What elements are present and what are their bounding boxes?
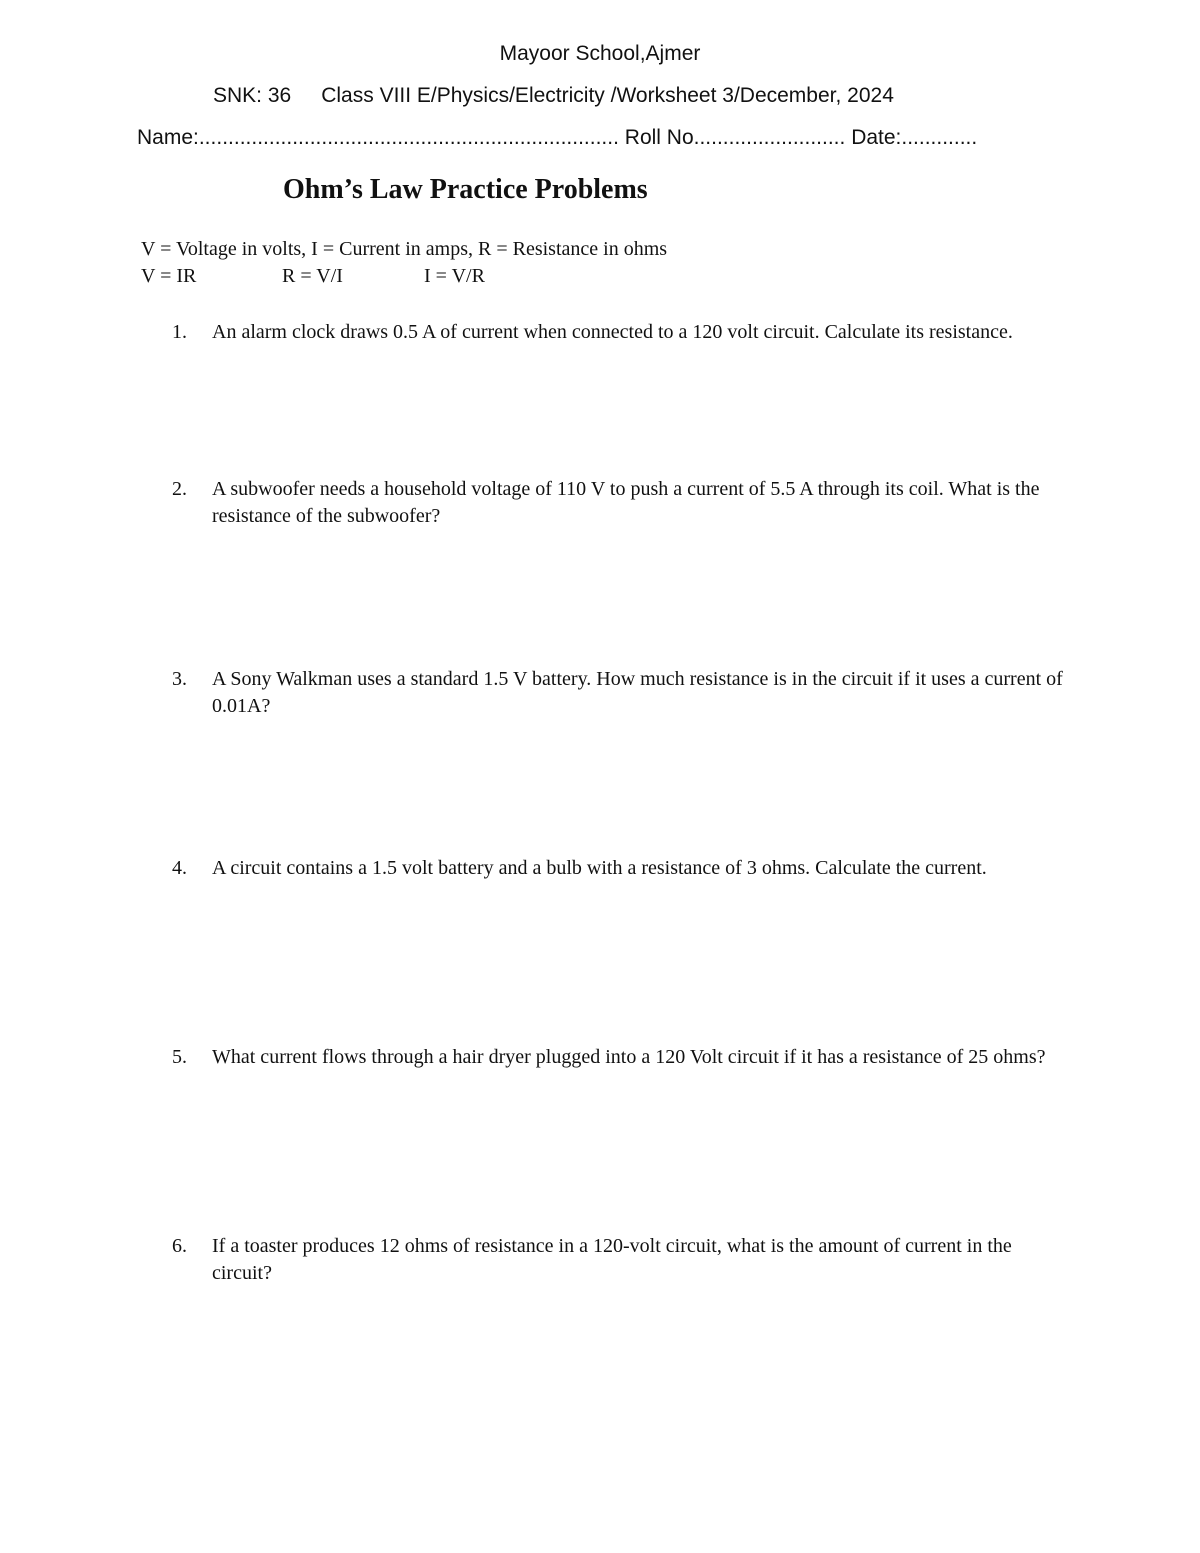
- question-number: 4.: [172, 857, 187, 879]
- formula-v: V = IR: [141, 265, 197, 287]
- question-item: [172, 666, 1072, 720]
- question-number: 5.: [172, 1046, 187, 1068]
- formula-row: [141, 265, 485, 288]
- formula-r: R = V/I: [282, 265, 343, 287]
- question-item: [172, 476, 1072, 530]
- question-text: A Sony Walkman uses a standard 1.5 V battery. How much resistance is in the circuit if it uses a current of 0.01A?: [212, 668, 1063, 717]
- question-text: A circuit contains a 1.5 volt battery and a bulb with a resistance of 3 ohms. Calculate the current.: [212, 857, 987, 879]
- date-field: Date:.............: [851, 126, 978, 149]
- school-name: Mayoor School,Ajmer: [499, 42, 701, 65]
- question-number: 3.: [172, 668, 187, 690]
- roll-no-field: Roll No..........................: [624, 126, 846, 149]
- question-item: [172, 1044, 1072, 1071]
- variable-legend: V = Voltage in volts, I = Current in amps, R = Resistance in ohms: [141, 238, 668, 260]
- formula-i: I = V/R: [424, 265, 485, 287]
- class-info: Class VIII E/Physics/Electricity /Worksheet 3/December, 2024: [321, 84, 894, 107]
- student-details-line: [137, 126, 977, 150]
- name-field: Name:........................................................................: [137, 126, 619, 149]
- question-item: [172, 319, 1072, 346]
- question-text: What current flows through a hair dryer plugged into a 120 Volt circuit if it has a resistance of 25 ohms?: [212, 1046, 1046, 1068]
- question-number: 1.: [172, 321, 187, 343]
- question-item: [172, 1233, 1072, 1287]
- question-text: A subwoofer needs a household voltage of 110 V to push a current of 5.5 A through its coil. What is the resistance of the subwoofer?: [212, 478, 1040, 527]
- snk-code: SNK: 36: [213, 84, 292, 107]
- worksheet-title: Ohm’s Law Practice Problems: [283, 174, 648, 205]
- question-text: If a toaster produces 12 ohms of resistance in a 120-volt circuit, what is the amount of current in the circuit?: [212, 1235, 1012, 1284]
- question-number: 2.: [172, 478, 187, 500]
- worksheet-info-line: [213, 84, 894, 108]
- question-number: 6.: [172, 1235, 187, 1257]
- question-text: An alarm clock draws 0.5 A of current when connected to a 120 volt circuit. Calculate its resistance.: [212, 321, 1013, 343]
- question-item: [172, 855, 1072, 882]
